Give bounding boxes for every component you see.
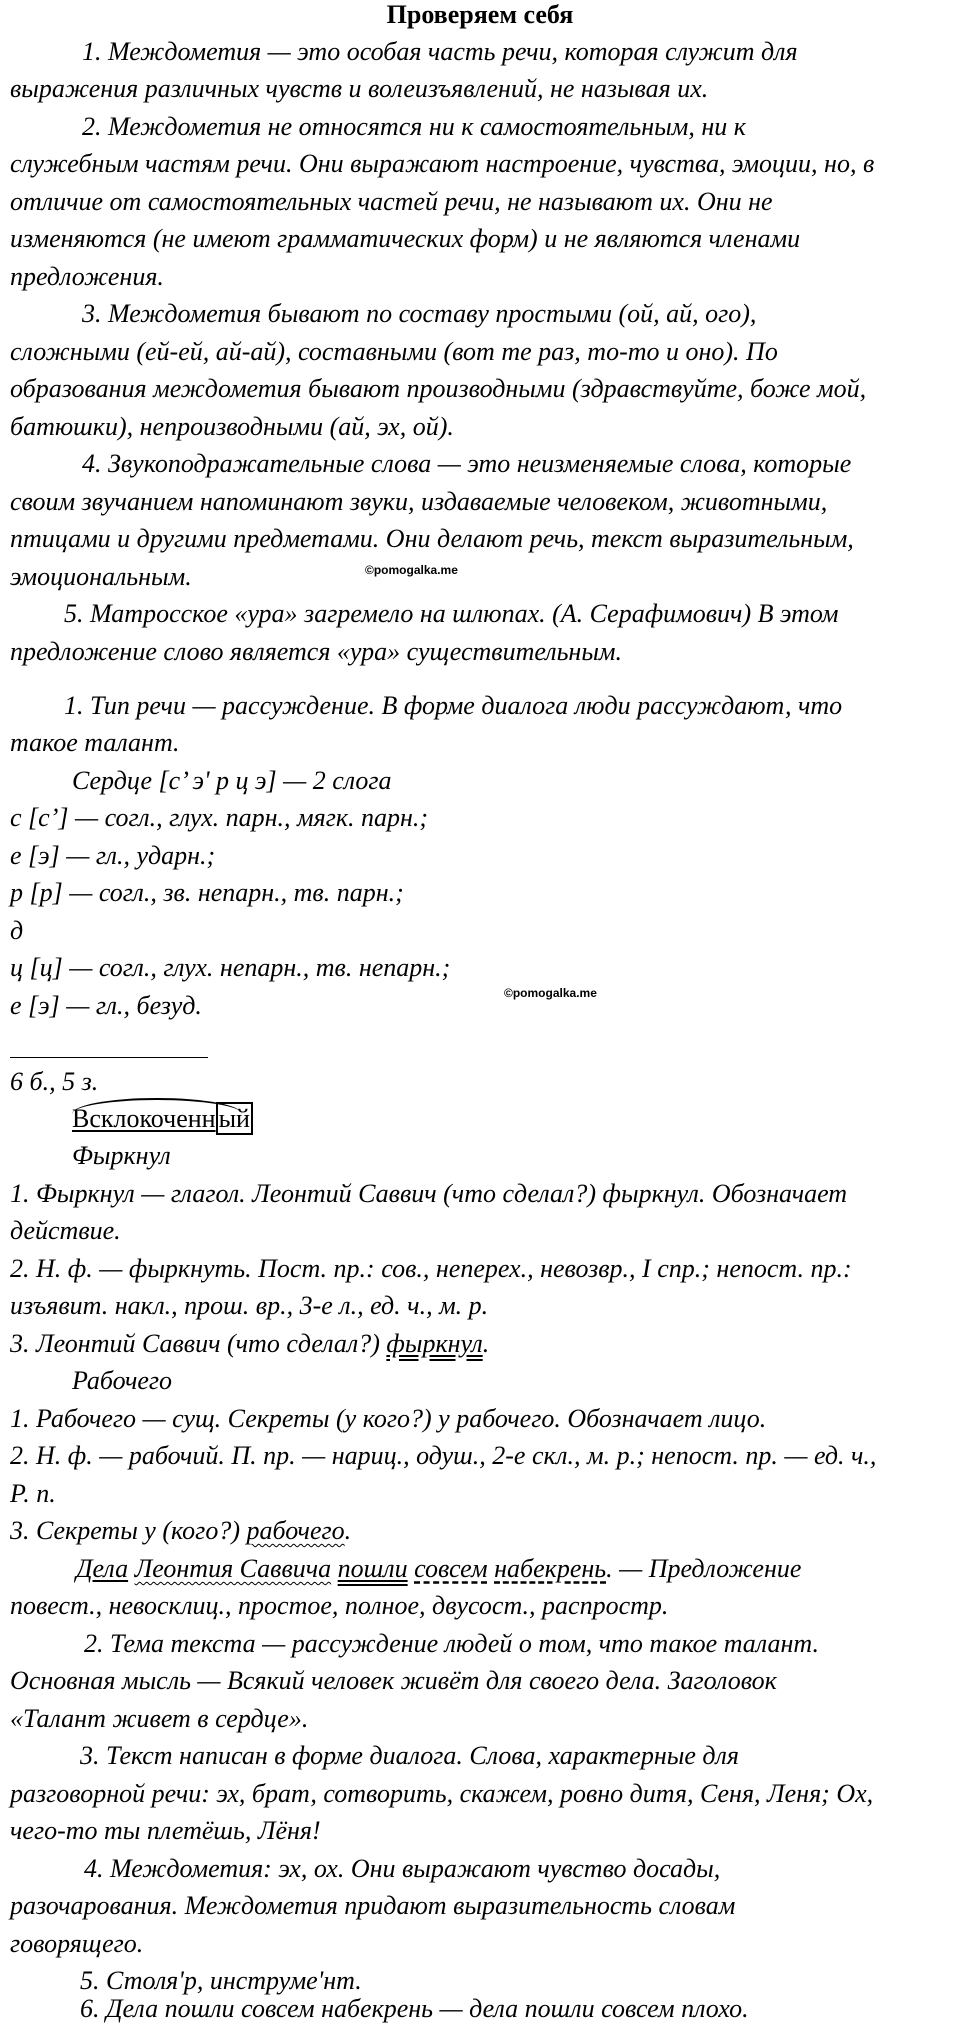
text-line: 6. Дела пошли совсем набекрень — дела пошли совсем плохо. bbox=[80, 1994, 749, 2023]
page-title: Проверяем себя bbox=[386, 0, 574, 29]
text-line: 2. Н. ф. — рабочий. П. пр. — нариц., одуш., 2-е скл., м. р.; непост. пр. — ед. ч., bbox=[10, 1441, 877, 1470]
text-line: отличие от самостоятельных частей речи, не называют их. Они не bbox=[10, 187, 773, 216]
text-line: 2. Тема текста — рассуждение людей о том, что такое талант. bbox=[84, 1629, 819, 1658]
divider bbox=[10, 1057, 208, 1058]
adverbial-word: набекрень bbox=[494, 1554, 607, 1583]
text-line: предложение слово является «ура» существительным. bbox=[10, 637, 623, 666]
morpheme-analysis bbox=[72, 1100, 253, 1137]
text-line: 1. Фыркнул — глагол. Леонтий Саввич (что сделал?) фыркнул. Обозначает bbox=[10, 1179, 848, 1208]
root-arc-mark bbox=[72, 1098, 242, 1114]
text-line: предложения. bbox=[10, 262, 164, 291]
text-line: птицами и другими предметами. Они делают речь, текст выразительным, bbox=[10, 524, 854, 553]
text-line: говорящего. bbox=[10, 1929, 144, 1958]
morpheme-ending: ый bbox=[216, 1102, 253, 1135]
text-line: ц [ц] — согл., глух. непарн., тв. непарн.; bbox=[10, 953, 451, 982]
predicate-word: фыркнул bbox=[386, 1329, 483, 1358]
text-line: 6 б., 5 з. bbox=[10, 1067, 99, 1096]
text-line: р [р] — согл., зв. непарн., тв. парн.; bbox=[10, 878, 404, 907]
text-line: е [э] — гл., ударн.; bbox=[10, 841, 216, 870]
text-line: батюшки), непроизводными (ай, эх, ой). bbox=[10, 412, 454, 441]
text-fragment: . bbox=[482, 1329, 490, 1358]
text-line: сложными (ей-ей, ай-ай), составными (вот те раз, то-то и оно). По bbox=[10, 337, 778, 366]
text-line: действие. bbox=[10, 1216, 121, 1245]
text-line: 3. Междометия бывают по составу простыми (ой, ай, ого), bbox=[82, 299, 757, 328]
text-line: 2. Н. ф. — фыркнуть. Пост. пр.: сов., неперех., невозвр., I спр.; непост. пр.: bbox=[10, 1254, 852, 1283]
text-line: эмоциональным. bbox=[10, 562, 192, 591]
text-line: изменяются (не имеют грамматических форм) и не являются членами bbox=[10, 224, 801, 253]
text-line: 1. Рабочего — сущ. Секреты (у кого?) у рабочего. Обозначает лицо. bbox=[10, 1404, 767, 1433]
text-line: 1. Тип речи — рассуждение. В форме диалога люди рассуждают, что bbox=[64, 691, 843, 720]
subject-word: Дела bbox=[76, 1554, 129, 1583]
predicate-word: пошли bbox=[337, 1554, 408, 1583]
text-line: 5. Столя'р, инструме'нт. bbox=[80, 1966, 362, 1995]
text-line: выражения различных чувств и волеизъявлений, не называя их. bbox=[10, 74, 709, 103]
text-line: разочарования. Междометия придают выразительность словам bbox=[10, 1891, 736, 1920]
text-fragment: . — Предложение bbox=[606, 1554, 802, 1583]
text-line: своим звучанием напоминают звуки, издаваемые человеком, животными, bbox=[10, 487, 828, 516]
text-line: «Талант живет в сердце». bbox=[10, 1704, 309, 1733]
attribute-word: Леонтия Саввича bbox=[134, 1554, 332, 1583]
text-line: изъявит. накл., прош. вр., 3-е л., ед. ч., м. р. bbox=[10, 1291, 489, 1320]
text-line: с [с’] — согл., глух. парн., мягк. парн.; bbox=[10, 803, 429, 832]
word-heading: Рабочего bbox=[72, 1366, 173, 1395]
text-line: Основная мысль — Всякий человек живёт для своего дела. Заголовок bbox=[10, 1666, 777, 1695]
text-line: 2. Междометия не относятся ни к самостоятельным, ни к bbox=[82, 112, 746, 141]
text-line: чего-то ты плетёшь, Лёня! bbox=[10, 1816, 321, 1845]
text-line: такое талант. bbox=[10, 728, 180, 757]
text-line: 1. Междометия — это особая часть речи, которая служит для bbox=[82, 37, 798, 66]
text-line: повест., невосклиц., простое, полное, двусост., распростр. bbox=[10, 1591, 669, 1620]
text-line: е [э] — гл., безуд. bbox=[10, 991, 202, 1020]
text-line: образования междометия бывают производными (здравствуйте, боже мой, bbox=[10, 374, 867, 403]
text-line: 5. Матросское «ура» загремело на шлюпах. (А. Серафимович) В этом bbox=[64, 599, 839, 628]
word-heading: Фыркнул bbox=[72, 1141, 171, 1170]
adverbial-word: совсем bbox=[414, 1554, 488, 1583]
watermark: ©pomogalka.me bbox=[504, 986, 597, 1000]
text-line: 4. Междометия: эх, ох. Они выражают чувство досады, bbox=[84, 1854, 721, 1883]
text-line bbox=[10, 1325, 489, 1362]
text-line: Р. п. bbox=[10, 1479, 56, 1508]
text-line: разговорной речи: эх, брат, сотворить, скажем, ровно дитя, Сеня, Леня; Ох, bbox=[10, 1779, 874, 1808]
text-line: Сердце [с’ э' р ц э] — 2 слога bbox=[72, 766, 392, 795]
text-line: служебным частям речи. Они выражают настроение, чувства, эмоции, но, в bbox=[10, 149, 875, 178]
text-line bbox=[10, 1512, 351, 1549]
text-fragment: . bbox=[344, 1516, 352, 1545]
text-line: 3. Текст написан в форме диалога. Слова, характерные для bbox=[80, 1741, 739, 1770]
parsed-sentence bbox=[76, 1550, 801, 1587]
morpheme-root: Всклокоченн bbox=[72, 1104, 216, 1133]
text-line: д bbox=[10, 916, 24, 945]
watermark: ©pomogalka.me bbox=[365, 563, 458, 577]
text-fragment: 3. Секреты у (кого?) bbox=[10, 1516, 247, 1545]
text-line: 4. Звукоподражательные слова — это неизменяемые слова, которые bbox=[82, 449, 852, 478]
text-fragment: 3. Леонтий Саввич (что сделал?) bbox=[10, 1329, 387, 1358]
morpheme-word bbox=[72, 1100, 253, 1137]
attribute-word: рабочего bbox=[246, 1516, 345, 1545]
